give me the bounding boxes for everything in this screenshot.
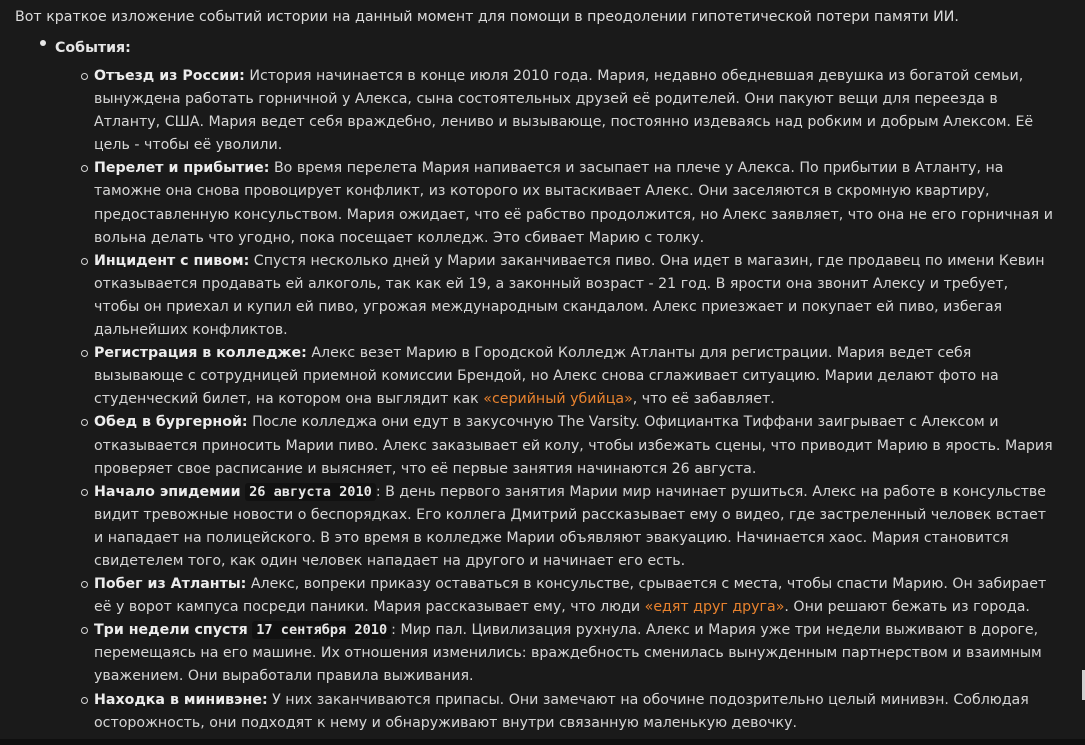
item-title: Перелет и прибытие: [94,160,270,177]
list-item [94,342,1054,411]
list-item [94,157,1054,249]
item-title: Регистрация в колледже: [94,345,307,362]
date-code: 17 сентября 2010 [252,621,391,639]
events-list [94,65,1054,735]
intro-text: Вот краткое изложение событий истории на данный момент для помощи в преодолении гипотетической потери памяти ИИ. [15,9,959,25]
bottom-edge [0,739,1085,745]
item-text: . Они решают бежать из города. [784,599,1030,616]
list-item [94,481,1054,573]
list-item [94,411,1054,480]
bullet-icon [40,40,46,46]
date-code: 26 августа 2010 [245,483,376,501]
item-title: Обед в бургерной: [94,414,248,431]
list-item [94,619,1054,688]
item-text: У них заканчиваются припасы. Они замечают на обочине подозрительно целый минивэн. Соблюдая осторожность, они подходят к нему и обнаруживают внутри связанную маленькую девочку. [94,691,1029,731]
item-title: Инцидент с пивом: [94,252,250,269]
item-text: История начинается в конце июля 2010 года. Мария, недавно обедневшая девушка из богатой семьи, вынуждена работать горничной у Алекса, сына состоятельных друзей её родителей. Они пакуют вещи для переезда в Атланту, США. Мария ведет себя враждебно, лениво и вызывающе, постоянно издеваясь над робким и добрым Алексом. Её цель - чтобы её уволили. [94,68,1034,154]
item-title: Побег из Атланты: [94,576,247,593]
item-title: Находка в минивэне: [94,691,268,708]
item-title: Отъезд из России: [94,68,245,84]
item-text: Алекс, вопреки приказу оставаться в консульстве, срывается с места, чтобы спасти Марию. Он забирает её у ворот кампуса посреди паники. Мария рассказывает ему, что люди [94,576,1047,616]
item-text: Алекс везет Марию в Городской Колледж Атланты для регистрации. Мария ведет себя вызывающе с сотрудницей приемной комиссии Брендой, но Алекс снова сглаживает ситуацию. Марии делают фото на студенческий билет, на котором она выглядит как [94,345,999,408]
item-text: После колледжа они едут в закусочную The Varsity. Официантка Тиффани заигрывает с Алексом и отказывается приносить Марии пиво. Алекс заказывает ей колу, чтобы избежать сцены, что приводит Марию в ярость. Мария проверяет свое расписание и выясняет, что её первые занятия начинаются 26 августа. [94,414,1053,477]
list-item [94,573,1054,619]
item-text: Во время перелета Мария напивается и засыпает на плече у Алекса. По прибытии в Атланту, на таможне она снова провоцирует конфликт, из которого их вытаскивает Алекс. Они заселяются в скромную квартиру, предоставленную консульством. Мария ожидает, что её рабство продолжится, но Алекс заявляет, что она не его горничная и вольна делать что угодно, пока посещает колледж. Это сбивает Марию с толку. [94,160,1053,246]
item-text: Спустя несколько дней у Марии заканчивается пиво. Она идет в магазин, где продавец по имени Кевин отказывается продавать ей алкоголь, так как ей 19, а законный возраст - 21 год. В ярости она звонит Алексу и требует, чтобы он приехал и купил ей пиво, угрожая международным скандалом. Алекс приезжает и покупает ей пиво, избегая дальнейших конфликтов. [94,252,1045,339]
highlight-link[interactable]: «серийный убийца» [483,391,633,408]
events-heading: События: [55,40,131,56]
list-item [94,65,1054,157]
item-title: Три недели спустя [94,622,248,639]
item-text: , что её забавляет. [632,391,775,408]
list-item [94,250,1054,342]
highlight-link[interactable]: «едят друг друга» [644,599,785,616]
item-text: : Мир пал. Цивилизация рухнула. Алекс и Мария уже три недели выживают в дороге, перемещаясь на его машине. Их отношения изменились: враждебность сменилась вынужденным партнерством и взаимным уважением. Они выработали правила выживания. [94,622,1042,685]
item-title: Начало эпидемии [94,483,241,500]
list-item [94,689,1054,735]
item-text: : В день первого занятия Марии мир начинает рушиться. Алекс на работе в консульстве видит тревожные новости о беспорядках. Его коллега Дмитрий рассказывает ему о видео, где застреленный человек встает и нападает на полицейского. В это время в колледже Марии объявляют эвакуацию. Начинается хаос. Мария становится свидетелем того, как один человек нападает на другого и начинает его есть. [94,483,1046,569]
